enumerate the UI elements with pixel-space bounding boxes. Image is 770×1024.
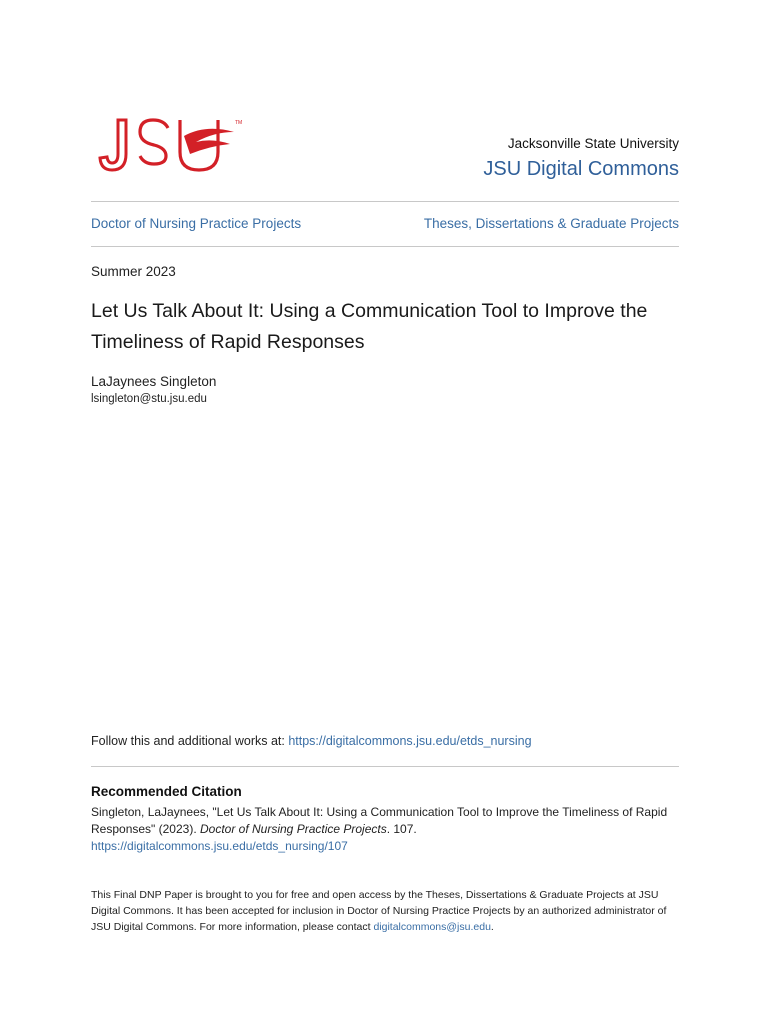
citation-text: Singleton, LaJaynees, "Let Us Talk About It: Using a Communication Tool to Improve the Timeliness of Rapid Responses" (2023). [91, 805, 668, 836]
follow-text: Follow this and additional works at: [91, 734, 289, 748]
citation-heading: Recommended Citation [91, 784, 242, 799]
divider [91, 766, 679, 767]
footer-end: . [490, 921, 494, 933]
follow-link[interactable]: https://digitalcommons.jsu.edu/etds_nursing [288, 734, 532, 748]
contact-email-link[interactable]: digitalcommons@jsu.edu [373, 921, 491, 933]
citation-number: . 107. [386, 822, 417, 836]
author-name: LaJaynees Singleton [91, 374, 217, 389]
paper-title: Let Us Talk About It: Using a Communication Tool to Improve the Timeliness of Rapid Responses [91, 300, 648, 353]
university-name: Jacksonville State University [507, 136, 679, 151]
citation-body [91, 804, 679, 855]
author-email: lsingleton@stu.jsu.edu [91, 393, 207, 405]
divider [91, 201, 679, 202]
publication-date: Summer 2023 [91, 264, 176, 279]
follow-line [91, 734, 532, 748]
divider [91, 246, 679, 247]
digital-commons-link[interactable]: JSU Digital Commons [483, 158, 679, 180]
collection-link-theses[interactable]: Theses, Dissertations & Graduate Projects [423, 216, 679, 231]
footer-note [91, 887, 681, 935]
footer-text: This Final DNP Paper is brought to you for free and open access by the Theses, Dissertations & Graduate Projects at JSU Digital Commons. It has been accepted for inclusion in Doctor of Nursing Practice Projects by an authorized administrator of JSU Digital Commons. For more information, please contact [91, 889, 667, 933]
collection-link-dnp[interactable]: Doctor of Nursing Practice Projects [91, 216, 302, 231]
citation-link[interactable]: https://digitalcommons.jsu.edu/etds_nursing/107 [91, 839, 348, 853]
jsu-logo [98, 114, 244, 176]
svg-text:TM: TM [235, 120, 243, 126]
citation-series: Doctor of Nursing Practice Projects [199, 822, 387, 836]
